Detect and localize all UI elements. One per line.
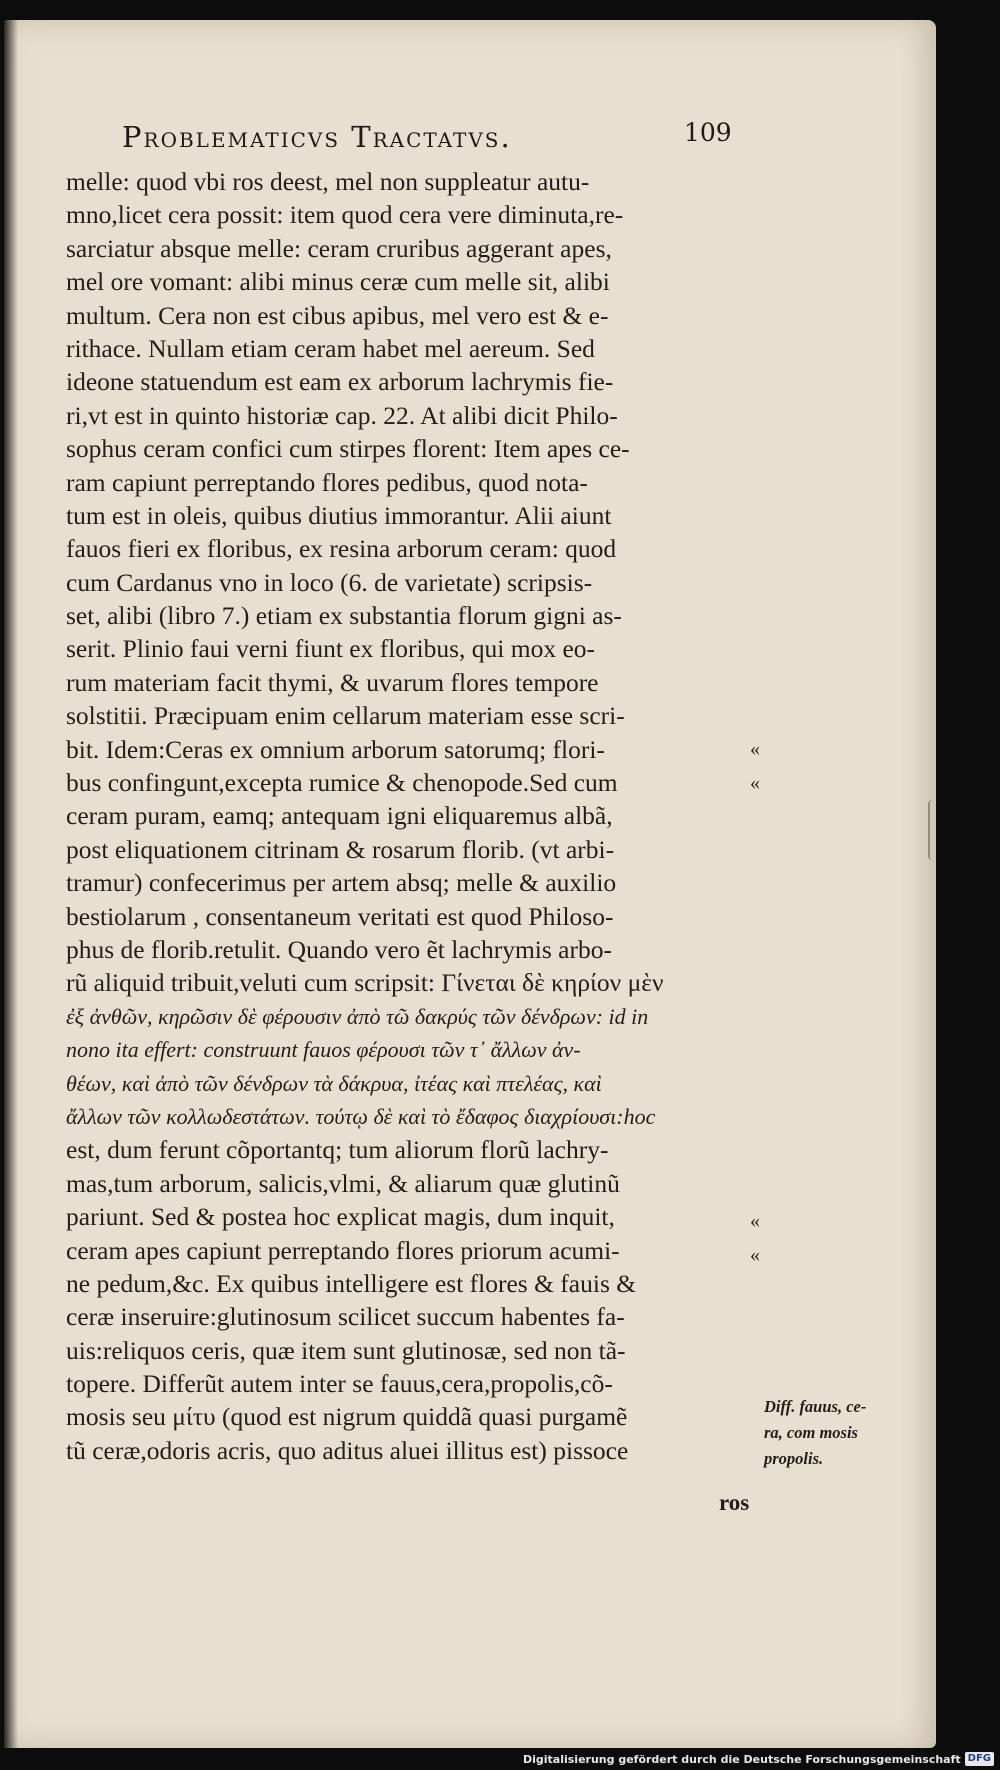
greek-quote-line: θέων, καὶ ἀπὸ τῶν δένδρων τὰ δάκρυα, ἰτέας καὶ πτελέας, καὶ — [66, 1070, 602, 1096]
gutter-shadow — [4, 20, 18, 1748]
greek-quote-line: ἄλλων τῶν κολλωδεστάτων. τούτῳ δὲ καὶ τὸ ἔδαφος διαχρίουσι:hoc — [66, 1103, 656, 1129]
text-line: rũ aliquid tribuit,veluti cum scripsit: Γίνεται δὲ κηρίον μὲν — [66, 968, 664, 998]
text-line: set, alibi (libro 7.) etiam ex substantia florum gigni as- — [66, 601, 622, 631]
text-line: ideone statuendum est eam ex arborum lachrymis fie- — [66, 367, 614, 397]
text-line: pariunt. Sed & postea hoc explicat magis, dum inquit, — [66, 1202, 615, 1232]
text-line: topere. Differũt autem inter se fauus,cera,propolis,cõ- — [66, 1369, 613, 1399]
text-line: melle: quod vbi ros deest, mel non suppleatur autu- — [66, 167, 590, 196]
text-line: rum materiam facit thymi, & uvarum flores tempore — [66, 667, 599, 697]
text-line: ne pedum,&c. Ex quibus intelligere est flores & fauis & — [66, 1268, 637, 1298]
quote-mark: « — [750, 772, 760, 794]
digitization-credit — [523, 1750, 994, 1768]
text-line: multum. Cera non est cibus apibus, mel vero est & e- — [66, 300, 609, 330]
marginal-note-line: ra, com mosis — [764, 1423, 858, 1442]
credit-text: Digitalisierung gefördert durch die Deutsche Forschungsgemeinschaft — [522, 1752, 961, 1766]
running-title: Problematicvs Tractatvs. — [122, 120, 512, 154]
catchword: ros — [719, 1490, 750, 1515]
page-edge-fold — [928, 800, 936, 860]
text-line: tum est in oleis, quibus diutius immorantur. Alii aiunt — [66, 500, 612, 530]
text-line: bus confingunt,excepta rumice & chenopode.Sed cum — [66, 768, 618, 798]
quote-mark: « — [750, 738, 760, 760]
text-line: phus de florib.retulit. Quando vero ẽt lachrymis arbo- — [66, 934, 612, 964]
text-line: sarciatur absque melle: ceram cruribus aggerant apes, — [66, 233, 612, 263]
text-line: bit. Idem:Ceras ex omnium arborum satorumq; flori- — [66, 734, 605, 764]
text-line: tũ ceræ,odoris acris, quo aditus aluei illitus est) pissoce — [66, 1435, 629, 1465]
text-line: ri,vt est in quinto historiæ cap. 22. At alibi dicit Philo- — [66, 400, 618, 430]
main-text-block — [66, 165, 746, 1467]
text-line: sophus ceram confici cum stirpes florent: Item apes ce- — [66, 434, 630, 464]
text-line: serit. Plinio faui verni fiunt ex floribus, qui mox eo- — [66, 634, 596, 664]
marginal-note — [764, 1394, 866, 1472]
greek-quote-line: ἐξ ἀνθῶν, κηρῶσιν δὲ φέρουσιν ἀπὸ τῶ δακρύς τῶν δένδρων: id in — [66, 1003, 649, 1029]
quote-mark: « — [750, 1210, 760, 1232]
dfg-logo-icon: DFG — [965, 1752, 994, 1766]
text-line: rithace. Nullam etiam ceram habet mel aereum. Sed — [66, 333, 595, 363]
text-line: ceræ inseruire:glutinosum scilicet succum habentes fa- — [66, 1302, 625, 1332]
marginal-note-line: propolis. — [764, 1449, 824, 1468]
greek-quote-line: nono ita effert: construunt fauos φέρουσι τῶν τ᾽ ἄλλων ἀν- — [66, 1037, 581, 1063]
text-line: mel ore vomant: alibi minus ceræ cum melle sit, alibi — [66, 267, 610, 297]
text-line: mosis seu μίτυ (quod est nigrum quiddã quasi purgamẽ — [66, 1402, 628, 1432]
text-line: ceram puram, eamq; antequam igni eliquaremus albã, — [66, 801, 613, 831]
page-number: 109 — [684, 118, 732, 147]
text-line: fauos fieri ex floribus, ex resina arborum ceram: quod — [66, 534, 617, 564]
text-line: bestiolarum , consentaneum veritati est quod Philoso- — [66, 901, 614, 931]
text-line: tramur) confecerimus per artem absq; melle & auxilio — [66, 868, 617, 898]
text-line: solstitii. Præcipuam enim cellarum materiam esse scri- — [66, 701, 625, 731]
text-line: uis:reliquos ceris, quæ item sunt glutinosæ, sed non tã- — [66, 1335, 626, 1365]
text-line: cum Cardanus vno in loco (6. de varietate) scripsis- — [66, 567, 593, 597]
text-line: mas,tum arborum, salicis,vlmi, & aliarum quæ glutinũ — [66, 1168, 620, 1198]
book-page — [4, 20, 936, 1748]
text-line: ceram apes capiunt perreptando flores priorum acumi- — [66, 1235, 620, 1265]
text-line: mno,licet cera possit: item quod cera vere diminuta,re- — [66, 200, 624, 230]
text-line: post eliquationem citrinam & rosarum florib. (vt arbi- — [66, 834, 615, 864]
quote-mark: « — [750, 1244, 760, 1266]
marginal-note-line: Diff. fauus, ce- — [764, 1397, 867, 1416]
text-line: est, dum ferunt cõportantq; tum aliorum florũ lachry- — [66, 1135, 609, 1165]
text-line: ram capiunt perreptando flores pedibus, quod nota- — [66, 467, 588, 497]
